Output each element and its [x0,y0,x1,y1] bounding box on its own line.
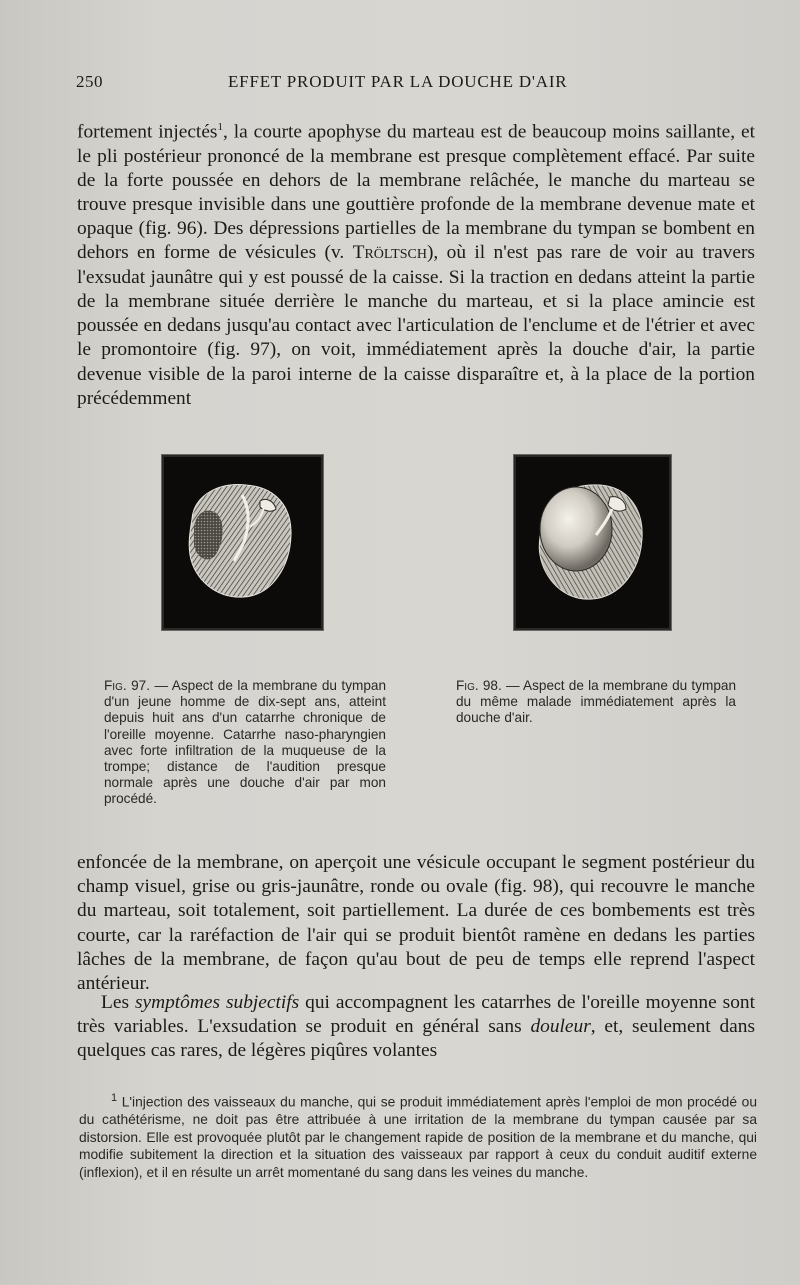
figure-97-caption [104,678,386,808]
running-title: EFFET PRODUIT PAR LA DOUCHE D'AIR [228,72,568,91]
footnote [79,1090,757,1182]
figure-98-caption [456,678,736,727]
p3-italic-symptomes: symptômes subjectifs [134,992,300,1013]
eardrum-illustration-bulging [516,457,669,628]
eardrum-illustration-retracted [164,457,321,628]
paragraph-3 [77,991,755,1064]
figure-98-caption-text: — Aspect de la membrane du tympan du même malade immédiatement après la douche d'air. [456,678,736,726]
footnote-mark: 1 [111,1092,118,1104]
p1-text-c: ), où il n'est pas rare de voir au travers l'exsudat jaunâtre qui y est poussé de la caisse. Si la traction en dedans atteint la partie de la membrane située derrière le manche du marteau, et si la place amincie est poussée en dedans jusqu'au contact avec l'articulation de l'enclume et de l'étrier et avec le promontoire (fig. 97), on voit, immédiatement après la douche d'air, la partie devenue visible de la paroi interne de la caisse disparaître et, à la place de la portion précédemment [77,242,755,409]
figure-97-caption-text: — Aspect de la membrane du tympan d'un jeune homme de dix-sept ans, atteint depuis huit ans d'un catarrhe chronique de l'oreille moyenne. Catarrhe naso-pharyngien avec forte infiltration de la muqueuse de la trompe; distance de l'audition presque normale après une douche d'air par mon procédé. [104,678,386,807]
p3-italic-douleur: douleur [530,1016,591,1038]
figure-98-label: Fig. 98. [456,678,502,693]
running-header [76,72,756,102]
figure-98-image [514,455,671,630]
author-name: Tröltsch [352,242,427,264]
footnote-text: L'injection des vaisseaux du manche, qui se produit immédiatement après l'emploi de mon procédé ou du cathétérisme, ne doit pas être attribuée à une irritation de la membrane du tympan causée par sa distorsion. Elle est provoquée plutôt par le changement rapide de position de la membrane et du manche, qui modifie subitement la direction et la situation des vaisseaux par rapport à ceux du conduit auditif externe (inflexion), et il en résulte un arrêt momentané du sang dans les veines du manche. [79,1094,757,1180]
p3-text-a: Les [101,992,135,1013]
footnote-ref[interactable]: 1 [217,121,223,133]
p1-text-b: , la courte apophyse du marteau est de beaucoup moins saillante, et le pli postérieur prononcé de la membrane est presque complètement effacé. Par suite de la forte poussée en dehors de la membrane relâchée, le manche du marteau se trouve presque invisible dans une gouttière profonde de la membrane devenue mate et opaque (fig. 96). Des dépressions partielles de la membrane du tympan se bombent en dehors en forme de vésicules (v. [77,121,755,264]
figure-97-image [162,455,323,630]
paragraph-2: enfoncée de la membrane, on aperçoit une vésicule occupant le segment postérieur du champ visuel, grise ou gris-jaunâtre, ronde ou ovale (fig. 98), qui recouvre le manche du marteau, soit totalement, soit partiellement. La durée de ces bombements est très courte, car la raréfaction de l'air qui se produit bientôt ramène en dedans les parties lâches de la membrane, de façon qu'au bout de peu de temps elle reprend l'aspect antérieur. [77,852,755,995]
p3-text-b: qui accompagnent les catarrhes de l'oreille moyenne sont très variables. L'exsudation se produit en général sans [77,992,755,1038]
p1-text-a: fortement injectés [77,121,218,143]
paragraph-1 [77,115,755,411]
p3-text-c: , et, seulement dans quelques cas rares, de légères piqûres volantes [77,1016,755,1062]
page-number: 250 [76,72,103,91]
figure-97-label: Fig. 97. [104,678,150,693]
